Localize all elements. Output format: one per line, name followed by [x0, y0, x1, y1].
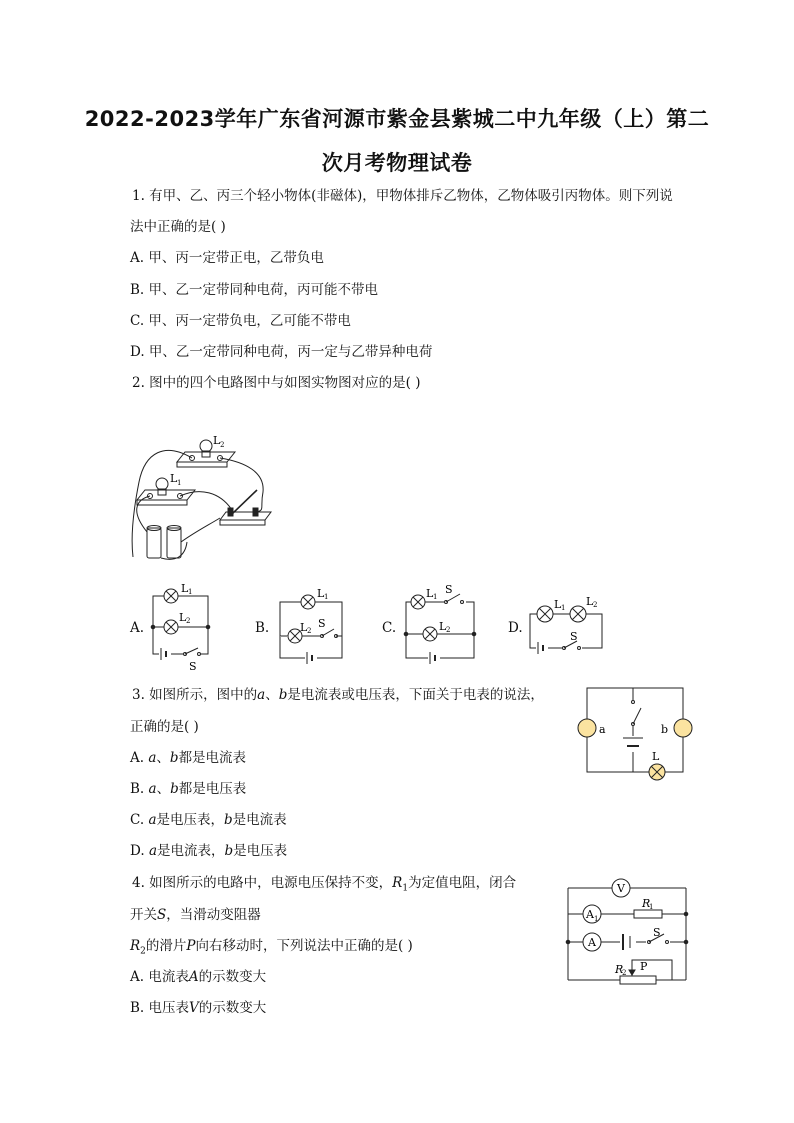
- q3-var-a: a: [257, 687, 266, 703]
- q2-option-b-circuit: [270, 580, 350, 665]
- q3-stem-line2: 正确的是( ): [130, 719, 199, 735]
- q3-var-b: b: [169, 750, 179, 766]
- label-l: L: [439, 620, 447, 633]
- label-sub: 1: [188, 588, 193, 596]
- q3-var-a: a: [148, 843, 157, 859]
- q3-opt-text: 都是电流表: [178, 750, 247, 766]
- fig-label-r1: R: [642, 897, 651, 910]
- q4-opt-text: 的示数变大: [198, 969, 267, 985]
- q4-stem-text: 的滑片: [145, 938, 187, 954]
- fig-label-r2: R: [615, 963, 624, 976]
- q2-option-a-letter: A.: [130, 620, 145, 636]
- q2-option-b-letter: B.: [255, 620, 270, 636]
- q4-stem-text: 向右移动时，下列说法中正确的是( ): [195, 938, 413, 954]
- q3-opt-text: 是电压表: [233, 843, 288, 859]
- q4-var-s: S: [157, 907, 167, 923]
- q4-var-r: R: [392, 875, 403, 891]
- q4-var-v: V: [189, 1000, 199, 1016]
- label-s: S: [318, 617, 326, 630]
- q4-stem-text: 为定值电阻，闭合: [408, 875, 517, 891]
- q2-physical-circuit-figure: [125, 432, 275, 572]
- q1-stem-line2: 法中正确的是( ): [130, 219, 226, 235]
- fig-label-a: A: [588, 936, 596, 949]
- label-l: L: [554, 598, 562, 611]
- fig-label-a1: A: [586, 908, 594, 921]
- q3-opt-text: 是电压表，: [156, 812, 224, 828]
- q3-stem-line1: [132, 686, 544, 704]
- q4-stem-line1: [132, 874, 516, 898]
- fig-label-p: P: [640, 960, 648, 973]
- q4-opt-text: B. 电压表: [130, 1000, 190, 1016]
- fig-label-r1-sub: 1: [649, 903, 654, 911]
- q3-var-b: b: [278, 687, 288, 703]
- exam-title-line2: 次月考物理试卷: [321, 151, 473, 175]
- q4-option-b: [130, 999, 266, 1017]
- q3-option-b: [130, 780, 246, 798]
- photo-l1-label: L: [170, 472, 178, 485]
- q1-option-a: A. 甲、丙一定带正电，乙带负电: [130, 250, 324, 266]
- q3-var-a: a: [148, 750, 157, 766]
- label-s: S: [189, 660, 197, 673]
- q3-opt-label: A.: [130, 750, 149, 766]
- q3-opt-text: 都是电压表: [178, 781, 247, 797]
- q3-opt-text: 是电流表，: [157, 843, 225, 859]
- q3-sep: 、: [265, 687, 279, 703]
- q4-opt-text: A. 电流表: [130, 969, 189, 985]
- label-l: L: [181, 582, 189, 595]
- q3-sep: 、: [156, 750, 170, 766]
- fig-label-a1-sub: 1: [594, 915, 599, 923]
- battery-2-icon: [167, 528, 181, 558]
- q3-var-b: b: [224, 843, 234, 859]
- q4-var-p: P: [186, 938, 196, 954]
- q4-sub-1: 1: [402, 883, 409, 894]
- q3-circuit-figure: [575, 684, 695, 784]
- label-sub: 2: [307, 627, 312, 635]
- q1-option-b: B. 甲、乙一定带同种电荷，丙可能不带电: [130, 282, 379, 298]
- label-sub: 2: [593, 601, 598, 609]
- label-sub: 1: [324, 593, 329, 601]
- q3-var-a: a: [148, 781, 157, 797]
- meter-b-icon: [674, 719, 692, 737]
- photo-l2-sub: 2: [220, 441, 225, 449]
- q4-stem-text: 开关: [130, 907, 157, 923]
- label-l: L: [179, 611, 187, 624]
- q2-option-c-letter: C.: [382, 620, 397, 636]
- q4-opt-text: 的示数变大: [198, 1000, 267, 1016]
- q4-circuit-figure: [560, 876, 695, 986]
- q4-var-r: R: [130, 938, 141, 954]
- label-l: L: [317, 587, 325, 600]
- photo-l1-sub: 1: [177, 479, 182, 487]
- label-sub: 2: [446, 626, 451, 634]
- fig-label-b: b: [661, 723, 669, 736]
- label-sub: 1: [433, 593, 438, 601]
- q3-opt-label: C.: [130, 812, 149, 828]
- meter-a-icon: [578, 719, 596, 737]
- q2-option-a-circuit: [145, 580, 220, 675]
- q2-option-d-letter: D.: [508, 620, 523, 636]
- q3-sep: 、: [156, 781, 171, 797]
- fig-label-r2-sub: 2: [622, 969, 627, 977]
- bulb-l2-icon: [200, 440, 212, 452]
- photo-l2-label: L: [213, 434, 221, 447]
- q3-stem-text-1: 3. 如图所示，图中的: [132, 687, 258, 703]
- label-sub: 2: [186, 617, 191, 625]
- label-l: L: [426, 587, 434, 600]
- label-s: S: [445, 583, 453, 596]
- q4-stem-text: ，当滑动变阻器: [166, 907, 261, 923]
- q3-option-c: [130, 811, 287, 829]
- q3-var-b: b: [224, 812, 233, 828]
- label-l: L: [300, 621, 308, 634]
- label-sub: 1: [561, 604, 566, 612]
- q4-stem-line3: [130, 937, 413, 961]
- rheostat-r2-icon: [620, 976, 656, 984]
- q2-option-d-circuit: [522, 590, 612, 660]
- q4-var-a: A: [188, 969, 199, 985]
- q4-stem-line2: [130, 906, 261, 924]
- fig-label-v: V: [617, 882, 625, 895]
- fig-label-a: a: [599, 723, 606, 736]
- q3-stem-text-2: 是电流表或电压表，下面关于电表的说法，: [287, 687, 544, 703]
- q4-option-a: [130, 968, 266, 986]
- q3-opt-text: 是电流表: [232, 812, 287, 828]
- q3-opt-label: D.: [130, 843, 149, 859]
- q3-var-a: a: [148, 812, 157, 828]
- q1-option-c: C. 甲、丙一定带负电，乙可能不带电: [130, 313, 351, 329]
- bulb-l1-icon: [156, 478, 168, 490]
- battery-1-icon: [147, 528, 161, 558]
- q3-option-a: [130, 749, 246, 767]
- fig-label-s: S: [653, 926, 661, 939]
- label-l: L: [586, 595, 594, 608]
- fig-label-l: L: [652, 750, 660, 763]
- resistor-r1-icon: [634, 910, 662, 918]
- q3-option-d: [130, 842, 287, 860]
- q1-option-d: D. 甲、乙一定带同种电荷，丙一定与乙带异种电荷: [130, 344, 433, 360]
- q4-sub-2: 2: [140, 946, 146, 957]
- q3-opt-label: B.: [130, 781, 149, 797]
- q1-stem-line1: 1. 有甲、乙、丙三个轻小物体(非磁体)，甲物体排斥乙物体，乙物体吸引丙物体。则下列说: [132, 188, 673, 204]
- q2-option-c-circuit: [398, 580, 483, 665]
- q4-stem-text: 4. 如图所示的电路中，电源电压保持不变，: [132, 875, 393, 891]
- q2-stem: 2. 图中的四个电路图中与如图实物图对应的是( ): [132, 375, 421, 391]
- q3-var-b: b: [170, 781, 179, 797]
- label-s: S: [570, 630, 578, 643]
- exam-title-line1: 2022-2023学年广东省河源市紫金县紫城二中九年级（上）第二: [84, 107, 710, 131]
